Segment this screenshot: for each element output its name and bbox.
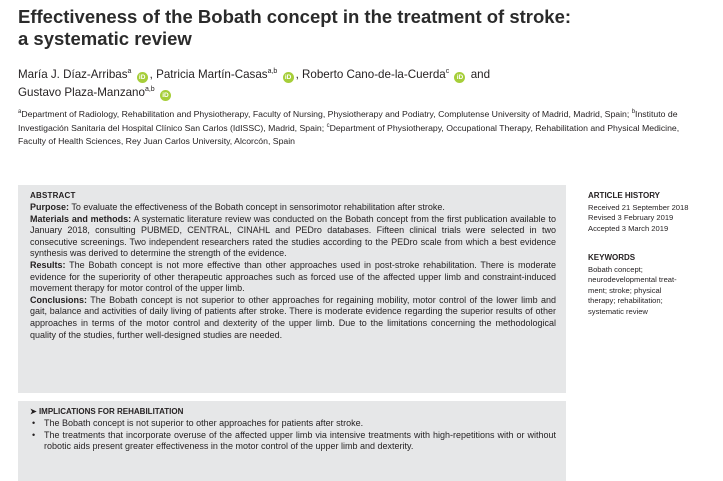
keyword-line: ment; stroke; physical (588, 285, 662, 295)
list-item (30, 430, 556, 453)
author-affiliation-sup: a (127, 68, 132, 76)
author-separator: , (295, 68, 303, 81)
implications-list (30, 418, 556, 453)
abstract-label: Materials and methods: (30, 213, 132, 224)
author-affiliation-sup: a,b (144, 86, 155, 94)
accepted-date: Accepted 3 March 2019 (588, 223, 669, 233)
keyword-line: neurodevelopmental treat- (588, 275, 677, 285)
article-title (18, 6, 618, 50)
keyword-line: therapy; rehabilitation; (588, 296, 663, 306)
abstract-heading: ABSTRACT (30, 191, 76, 200)
list-item-text: The treatments that incorporate overuse of the affected upper limb via intensive treatments with high-repetitions with or without robotic aids present greater effectiveness in the motor control of the upper limb and dexterity. (44, 429, 556, 452)
list-item (30, 418, 556, 430)
author-name: Roberto Cano-de-la-Cuerda (302, 68, 446, 81)
author-name: Gustavo Plaza-Manzano (18, 86, 145, 99)
affiliation-text: Department of Radiology, Rehabilitation and Physiotherapy, Faculty of Nursing, Physiotherapy and Podiatry, Complutense University of Madrid, Madrid, Spain; (21, 109, 632, 119)
abstract-conclusions (30, 295, 556, 341)
orcid-icon[interactable]: iD (454, 72, 465, 83)
implications-heading (30, 407, 556, 416)
abstract-text: To evaluate the effectiveness of the Bobath concept in sensorimotor rehabilitation after stroke. (69, 202, 445, 212)
affiliations (18, 108, 708, 149)
affiliation-text: Department of Physiotherapy, Occupational Therapy, Rehabilitation and Physical Medicine, Faculty of Health Sciences, Rey Juan Carlos University, Alcorcón, Spain (18, 122, 680, 147)
orcid-icon[interactable]: iD (160, 90, 171, 101)
arrow-icon: ➤ (30, 407, 37, 416)
keyword-line: Bobath concept; (588, 265, 643, 274)
author-affiliation-sup: c (445, 68, 450, 76)
orcid-icon[interactable]: iD (283, 72, 294, 83)
author-separator: and (467, 68, 491, 81)
author-list (18, 66, 618, 102)
received-date: Received 21 September 2018 (588, 203, 689, 212)
abstract-results (30, 260, 556, 295)
article-history-heading: ARTICLE HISTORY (588, 191, 661, 200)
abstract-methods (30, 214, 556, 260)
abstract-text: A systematic literature review was conducted on the Bobath concept from the first publication available to January 2018, consulting PUBMED, CENTRAL, CINAHL and PEDro databases. Fifteen clinical trials were selected in two consecutive screenings. Two independent researchers rated the studies according to the PEDro scale from which a best evidence synthesis was derived to determine the strength of the evidence. (30, 213, 556, 259)
affiliation-sup: b (631, 109, 636, 116)
abstract-box (18, 185, 566, 393)
keywords-heading: KEYWORDS (588, 253, 636, 262)
abstract-label: Conclusions: (30, 294, 88, 305)
author-name: Patricia Martín-Casas (156, 68, 268, 81)
keywords-list (588, 265, 718, 317)
abstract-text: The Bobath concept is not more effective than other approaches used in post-stroke rehabilitation. There is moderate evidence for the superiority of other therapeutic approaches such as forced use of the affected upper limb and constraint-induced movement therapy for motor control of the upper limb. (30, 259, 556, 294)
abstract-purpose (30, 202, 556, 214)
implications-box (18, 401, 566, 481)
implications-title: IMPLICATIONS FOR REHABILITATION (38, 407, 184, 416)
abstract-body (30, 202, 556, 341)
affiliation-sup: a (18, 109, 22, 116)
abstract-text: The Bobath concept is not superior to other approaches for regaining mobility, motor control of the lower limb and gait, balance and activities of daily living of patients after stroke. There is moderate evidence regarding the superior results of other approaches in terms of the motor control and dexterity of the upper limb. Due to the limitations concerning the methodological quality of the studies, further well-designed studies are needed. (30, 294, 556, 340)
abstract-label: Purpose: (30, 202, 70, 212)
article-history (588, 203, 718, 234)
affiliation-sup: c (326, 122, 330, 129)
author-separator: , (149, 68, 157, 81)
author-affiliation-sup: a,b (267, 68, 278, 76)
orcid-icon[interactable]: iD (137, 72, 148, 83)
author-name: María J. Díaz-Arribas (18, 68, 128, 81)
keyword-line: systematic review (588, 306, 648, 316)
abstract-label: Results: (30, 259, 66, 270)
title-line-1: Effectiveness of the Bobath concept in the treatment of stroke: (18, 6, 572, 27)
affiliation-text: Instituto de Investigación Sanitaria del Hospital Clínico San Carlos (IdISSC), Madrid, Spain; (18, 109, 678, 133)
title-line-2: a systematic review (18, 28, 192, 49)
revised-date: Revised 3 February 2019 (588, 213, 674, 223)
bullet-icon: • (32, 429, 36, 440)
bullet-icon: • (32, 418, 36, 428)
list-item-text: The Bobath concept is not superior to other approaches for patients after stroke. (44, 418, 364, 428)
